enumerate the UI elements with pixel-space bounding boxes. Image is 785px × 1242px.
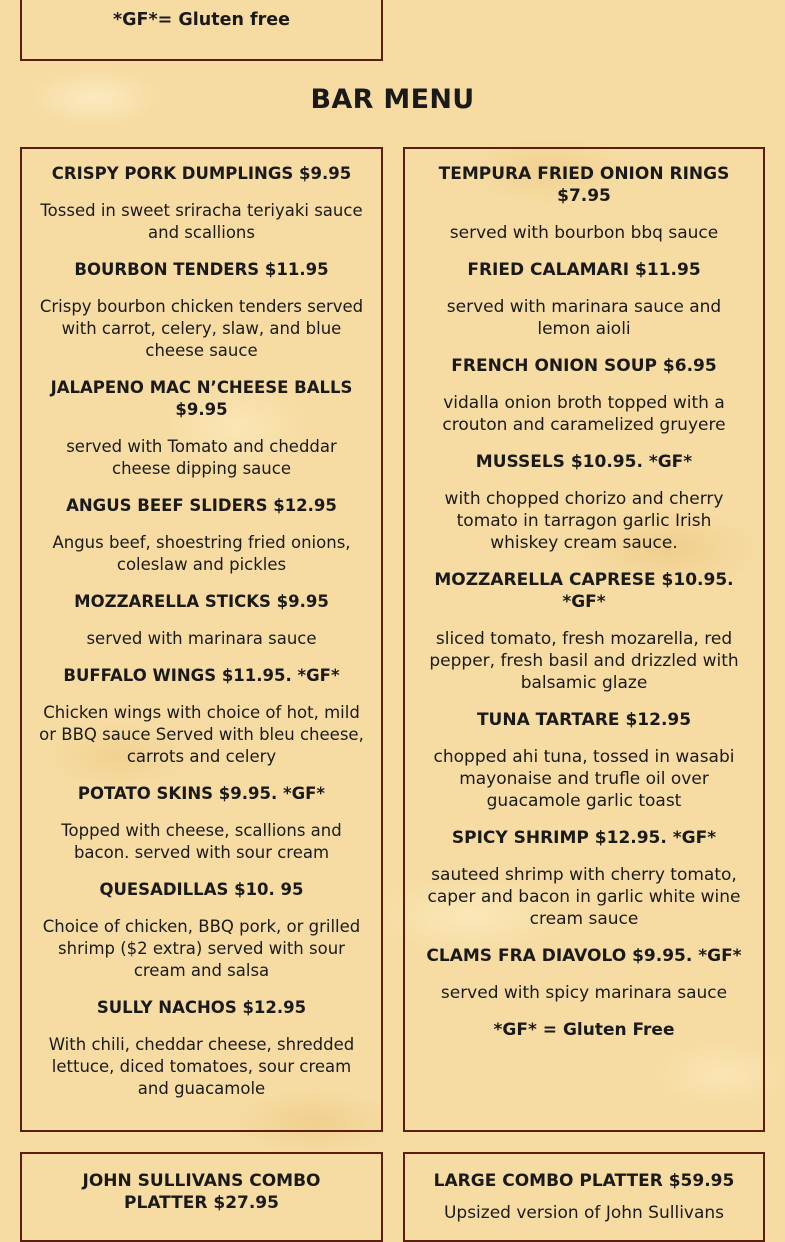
menu-item — [38, 495, 365, 576]
menu-item — [421, 569, 747, 694]
item-description: Topped with cheese, scallions and bacon. served with sour cream — [61, 821, 342, 862]
menu-item — [38, 259, 365, 362]
menu-item — [421, 355, 747, 436]
menu-item — [421, 827, 747, 930]
item-description: with chopped chorizo and cherry tomato in tarragon garlic Irish whiskey cream sauce. — [444, 489, 724, 553]
menu-item — [38, 879, 365, 982]
item-name: BOURBON TENDERS $11.95 — [74, 260, 329, 279]
item-description: Upsized version of John Sullivans — [443, 1203, 725, 1223]
section-title: BAR MENU — [310, 84, 475, 115]
item-name: CLAMS FRA DIAVOLO $9.95. *GF* — [426, 946, 742, 966]
item-description: vidalla onion broth topped with a crouton and caramelized gruyere — [442, 393, 726, 435]
item-name: JOHN SULLIVANS COMBO PLATTER $27.95 — [82, 1171, 321, 1213]
menu-item — [38, 377, 365, 480]
item-description: Tossed in sweet sriracha teriyaki sauce and scallions — [40, 201, 363, 242]
menu-item — [38, 783, 365, 864]
gluten-free-note: *GF* = Gluten Free — [493, 1020, 675, 1040]
menu-item — [38, 665, 365, 768]
item-name: FRENCH ONION SOUP $6.95 — [451, 356, 717, 376]
item-description: Angus beef, shoestring fried onions, coleslaw and pickles — [52, 533, 351, 574]
item-name: FRIED CALAMARI $11.95 — [467, 260, 701, 280]
item-name: CRISPY PORK DUMPLINGS $9.95 — [51, 164, 352, 183]
item-name: SPICY SHRIMP $12.95. *GF* — [451, 828, 717, 848]
item-name: SULLY NACHOS $12.95 — [96, 998, 307, 1017]
item-name: TEMPURA FRIED ONION RINGS $7.95 — [438, 164, 730, 206]
menu-item — [38, 163, 365, 244]
item-description: sauteed shrimp with cherry tomato, caper and bacon in garlic white wine cream sauce — [427, 865, 741, 929]
item-name: MOZZARELLA STICKS $9.95 — [74, 592, 329, 611]
item-description: served with marinara sauce — [86, 629, 317, 648]
item-description: served with marinara sauce and lemon aioli — [446, 297, 722, 339]
item-name: MOZZARELLA CAPRESE $10.95. *GF* — [434, 570, 734, 612]
item-name: TUNA TARTARE $12.95 — [476, 710, 692, 730]
item-description: sliced tomato, fresh mozarella, red pepper, fresh basil and drizzled with balsamic glaze — [429, 629, 739, 693]
item-name: JALAPENO MAC N’CHEESE BALLS $9.95 — [50, 378, 353, 419]
item-name: LARGE COMBO PLATTER $59.95 — [433, 1171, 735, 1191]
combo-platter-box — [20, 1152, 383, 1242]
menu-item — [421, 451, 747, 554]
item-name: ANGUS BEEF SLIDERS $12.95 — [66, 496, 337, 515]
item-description: Chicken wings with choice of hot, mild or BBQ sauce Served with bleu cheese, carrots and celery — [39, 703, 364, 766]
item-description: Choice of chicken, BBQ pork, or grilled shrimp ($2 extra) served with sour cream and salsa — [42, 917, 361, 980]
menu-column-left — [20, 147, 383, 1132]
menu-item — [421, 163, 747, 244]
item-description: served with bourbon bbq sauce — [449, 223, 719, 243]
item-name: BUFFALO WINGS $11.95. *GF* — [63, 666, 340, 685]
item-name: POTATO SKINS $9.95. *GF* — [77, 784, 326, 803]
menu-item — [38, 591, 365, 650]
item-description: served with Tomato and cheddar cheese dipping sauce — [66, 437, 337, 478]
gluten-free-note: *GF*= Gluten free — [113, 10, 290, 30]
gluten-free-note-box — [20, 0, 383, 61]
item-description: served with spicy marinara sauce — [440, 983, 728, 1003]
menu-item — [421, 709, 747, 812]
item-description: With chili, cheddar cheese, shredded lettuce, diced tomatoes, sour cream and guacamole — [48, 1035, 355, 1098]
menu-item — [421, 259, 747, 340]
menu-item — [38, 997, 365, 1100]
item-description: Crispy bourbon chicken tenders served with carrot, celery, slaw, and blue cheese sauce — [39, 297, 364, 360]
menu-column-right — [403, 147, 765, 1132]
menu-item — [421, 945, 747, 1004]
item-name: MUSSELS $10.95. *GF* — [475, 452, 693, 472]
item-name: QUESADILLAS $10. 95 — [99, 880, 304, 899]
item-description: chopped ahi tuna, tossed in wasabi mayonaise and trufle oil over guacamole garlic toast — [433, 747, 735, 811]
large-combo-platter-box — [403, 1152, 765, 1242]
